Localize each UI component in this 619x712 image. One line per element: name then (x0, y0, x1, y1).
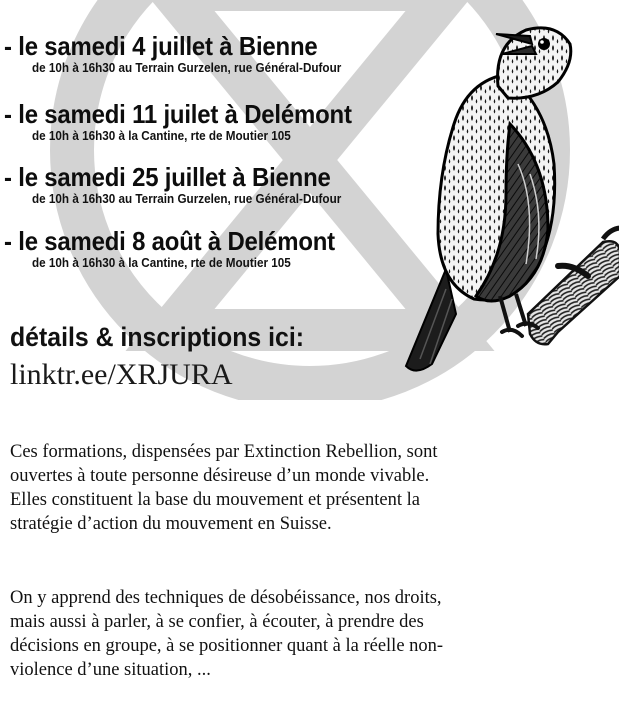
event-detail: de 10h à 16h30 à la Cantine, rte de Moutier 105 (32, 128, 291, 143)
event-title: - le samedi 4 juillet à Bienne (4, 31, 318, 61)
paragraph-line: ouvertes à toute personne désireuse d’un monde vivable. (10, 466, 430, 486)
event-item (4, 32, 376, 75)
event-title: - le samedi 8 août à Delémont (4, 226, 335, 256)
event-title: - le samedi 11 juilet à Delémont (4, 99, 352, 129)
registration-link[interactable]: linktr.ee/XRJURA (10, 358, 233, 391)
paragraph-line: mais aussi à parler, à se confier, à écouter, à prendre des (10, 612, 424, 632)
event-detail: de 10h à 16h30 au Terrain Gurzelen, rue Général-Dufour (32, 191, 342, 206)
learning-paragraph (10, 586, 610, 682)
event-item (4, 100, 382, 143)
event-detail: de 10h à 16h30 à la Cantine, rte de Moutier 105 (32, 255, 291, 270)
paragraph-line: Elles constituent la base du mouvement et présentent la (10, 490, 420, 510)
paragraph-line: stratégie d’action du mouvement en Suisse. (10, 514, 332, 534)
paragraph-line: décisions en groupe, à se positionner quant à la réelle non- (10, 636, 444, 656)
paragraph-line: Ces formations, dispensées par Extinction Rebellion, sont (10, 442, 438, 462)
event-title: - le samedi 25 juillet à Bienne (4, 162, 331, 192)
event-item (4, 227, 364, 270)
details-heading: détails & inscriptions ici: (10, 322, 305, 352)
paragraph-line: On y apprend des techniques de désobéissance, nos droits, (10, 588, 442, 608)
event-detail: de 10h à 16h30 au Terrain Gurzelen, rue Général-Dufour (32, 60, 342, 75)
event-item (4, 163, 376, 206)
thrush-bird-illustration (398, 14, 619, 390)
intro-paragraph (10, 440, 610, 536)
paragraph-line: violence d’une situation, ... (10, 660, 211, 680)
